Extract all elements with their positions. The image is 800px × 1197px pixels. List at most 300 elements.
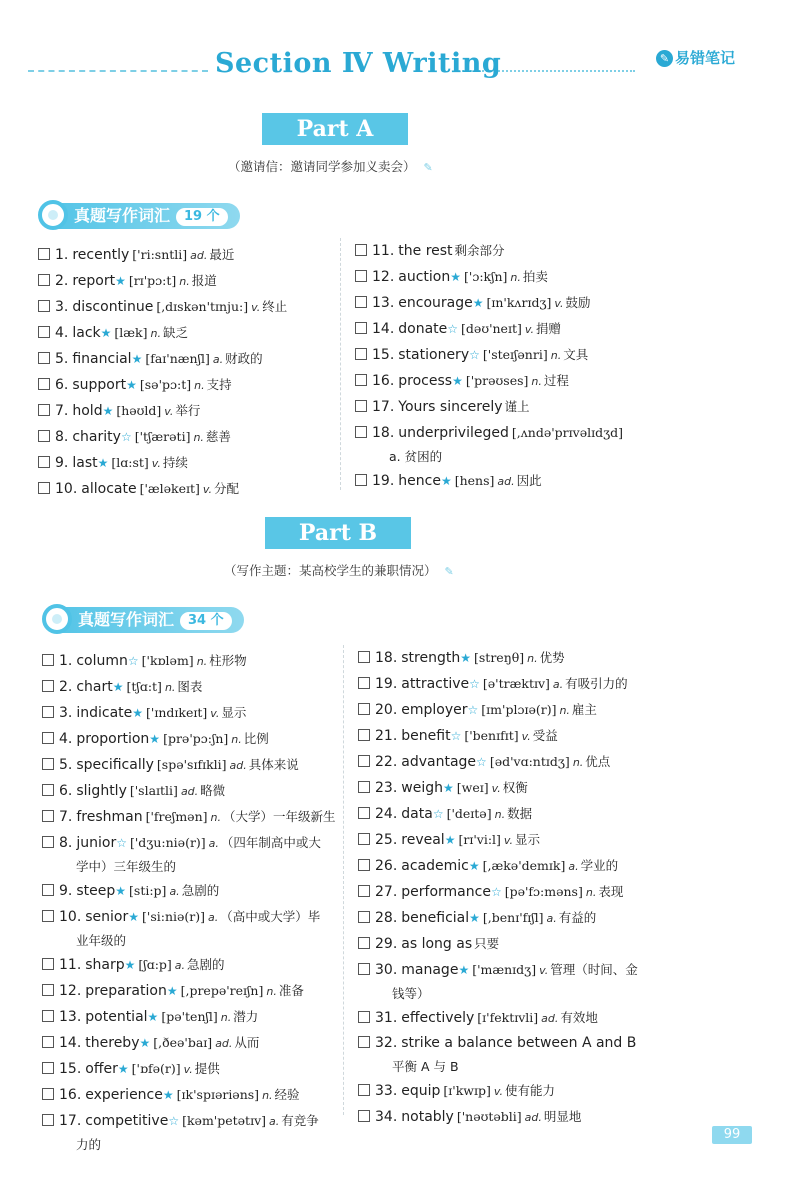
- checkbox[interactable]: [42, 784, 54, 796]
- checkbox[interactable]: [38, 378, 50, 390]
- vocab-item: [38, 476, 338, 502]
- vocab-word: column: [76, 653, 128, 669]
- vocab-number: 1.: [55, 247, 69, 263]
- vocab-item: [42, 830, 342, 878]
- checkbox[interactable]: [355, 296, 367, 308]
- part-b-subtitle: [224, 561, 454, 579]
- vocab-part-of-speech: n.: [531, 375, 542, 388]
- vocab-part-of-speech: ad.: [229, 759, 247, 772]
- vocab-item: [355, 316, 775, 342]
- vocab-meaning: 有吸引力的: [565, 676, 628, 691]
- checkbox[interactable]: [355, 374, 367, 386]
- vocab-meaning: 雇主: [571, 702, 597, 717]
- vocab-meaning: 有效地: [560, 1010, 598, 1025]
- vocab-pronunciation: [weɪ]: [456, 780, 489, 795]
- vocab-meaning: 具体来说: [248, 757, 299, 772]
- vocab-part-of-speech: v.: [521, 730, 531, 743]
- vocab-part-of-speech: n.: [527, 652, 538, 665]
- vocab-part-of-speech: n.: [194, 379, 205, 392]
- checkbox[interactable]: [38, 456, 50, 468]
- part-a-left-column: [38, 242, 338, 502]
- vocab-item: [38, 450, 338, 476]
- vocab-word: lack: [72, 325, 101, 341]
- vocab-number: 22.: [375, 754, 398, 770]
- vocab-number: 2.: [55, 273, 69, 289]
- checkbox[interactable]: [42, 706, 54, 718]
- checkbox[interactable]: [42, 1010, 54, 1022]
- vocab-meaning: 数据: [507, 806, 533, 821]
- vocab-pronunciation: ['kɒləm]: [141, 653, 194, 668]
- vocab-meaning: 比例: [243, 731, 269, 746]
- star-icon: ☆: [469, 677, 480, 691]
- checkbox[interactable]: [38, 300, 50, 312]
- part-b-subtitle-text: （写作主题：某高校学生的兼职情况）: [224, 563, 437, 578]
- vocab-number: 5.: [59, 757, 73, 773]
- checkbox[interactable]: [38, 430, 50, 442]
- checkbox[interactable]: [358, 911, 370, 923]
- vocab-part-of-speech: ad.: [541, 1012, 559, 1025]
- vocab-item: [358, 801, 778, 827]
- vocab-pronunciation: ['tʃærəti]: [134, 429, 191, 444]
- vocab-number: 14.: [372, 321, 395, 337]
- vocab-meaning: 只要: [474, 936, 500, 951]
- checkbox[interactable]: [42, 758, 54, 770]
- vocab-pronunciation: ['dʒu:niə(r)]: [129, 835, 206, 850]
- vocab-item: [358, 1031, 778, 1078]
- star-icon: ☆: [447, 322, 459, 336]
- vocab-word: equip: [401, 1083, 441, 1099]
- part-a-title: Part A: [262, 113, 408, 145]
- vocab-item: [355, 394, 775, 420]
- vocab-word: effectively: [401, 1010, 475, 1026]
- vocab-word: underprivileged: [398, 425, 509, 441]
- vocab-word: data: [401, 806, 433, 822]
- checkbox[interactable]: [355, 322, 367, 334]
- vocab-part-of-speech: n.: [585, 886, 597, 899]
- vocab-word: encourage: [398, 295, 473, 311]
- vocab-item: [358, 1005, 778, 1031]
- vocab-word: attractive: [401, 676, 470, 692]
- vocab-pronunciation: [,ðeə'baɪ]: [153, 1035, 213, 1050]
- vocab-pronunciation: [ʃɑ:p]: [138, 957, 172, 972]
- checkbox[interactable]: [358, 651, 370, 663]
- vocab-pronunciation: [ɪm'plɔɪə(r)]: [481, 702, 557, 717]
- vocab-meaning: 优点: [585, 754, 611, 769]
- checkbox[interactable]: [38, 482, 50, 494]
- vocab-part-of-speech: v.: [251, 301, 261, 314]
- vocab-meaning: 举行: [175, 403, 201, 418]
- vocab-number: 7.: [59, 809, 73, 825]
- star-icon: ★: [472, 296, 484, 310]
- vocab-meaning: （大学）一年级新生: [222, 809, 336, 824]
- vocab-word: strike a balance between A and B: [401, 1035, 637, 1051]
- vocab-pronunciation: [,ʌndə'prɪvəlɪdʒd]: [511, 425, 624, 440]
- star-icon: ☆: [490, 885, 502, 899]
- vocab-pronunciation: [dəʊ'neɪt]: [461, 321, 522, 336]
- vocab-word: report: [72, 273, 116, 289]
- vocab-item: [358, 723, 778, 749]
- checkbox[interactable]: [42, 884, 54, 896]
- vocab-item: [42, 752, 342, 778]
- checkbox[interactable]: [358, 963, 370, 975]
- vocab-meaning: 权衡: [502, 780, 528, 795]
- vocab-number: 25.: [375, 832, 398, 848]
- vocab-number: 12.: [372, 269, 395, 285]
- star-icon: ★: [162, 1088, 174, 1102]
- vocab-word: discontinue: [72, 299, 154, 315]
- checkbox[interactable]: [355, 270, 367, 282]
- vocab-meaning: 显示: [515, 832, 541, 847]
- vocab-word: advantage: [401, 754, 477, 770]
- star-icon: ☆: [476, 755, 487, 769]
- part-b-title: Part B: [265, 517, 411, 549]
- vocab-part-of-speech: a.: [568, 860, 579, 873]
- vocab-item: [38, 398, 338, 424]
- vocab-part-of-speech: v.: [493, 1085, 503, 1098]
- vocab-item: [42, 700, 342, 726]
- vocab-item: [42, 804, 342, 830]
- vocab-part-of-speech: ad.: [497, 475, 515, 488]
- vocab-meaning: 明显地: [543, 1109, 582, 1124]
- vocab-pronunciation: ['slaɪtli]: [129, 783, 178, 798]
- vocab-item: [355, 468, 775, 494]
- vocab-item: [358, 827, 778, 853]
- checkbox[interactable]: [38, 404, 50, 416]
- vocab-number: 13.: [59, 1009, 82, 1025]
- checkbox[interactable]: [358, 807, 370, 819]
- vocab-pronunciation: [læk]: [114, 325, 148, 340]
- star-icon: ★: [102, 404, 114, 418]
- vocab-word: steep: [76, 883, 116, 899]
- vocab-item: [42, 904, 342, 952]
- vocab-number: 28.: [375, 910, 398, 926]
- vocab-item: [42, 1108, 342, 1156]
- vocab-meaning-continued: 业年级的: [76, 933, 127, 948]
- vocab-pronunciation: [ə'træktɪv]: [482, 676, 550, 691]
- vocab-pronunciation: [ɪk'spɪəriəns]: [176, 1087, 260, 1102]
- vocab-word: the rest: [398, 243, 453, 259]
- vocab-word: junior: [76, 835, 117, 851]
- checkbox[interactable]: [358, 859, 370, 871]
- vocab-word: charity: [72, 429, 121, 445]
- star-icon: ★: [126, 378, 137, 392]
- star-icon: ★: [97, 456, 109, 470]
- vocab-meaning-continued: 平衡 A 与 B: [392, 1059, 459, 1074]
- vocab-part-of-speech: a.: [208, 837, 219, 850]
- vocab-meaning: 有竞争: [281, 1113, 319, 1128]
- vocab-item: [38, 372, 338, 398]
- vocab-item: [358, 697, 778, 723]
- vocab-meaning: 优势: [539, 650, 565, 665]
- vocab-number: 18.: [375, 650, 398, 666]
- vocab-item: [355, 290, 775, 316]
- vocab-meaning: 图表: [177, 679, 203, 694]
- vocab-part-of-speech: ad.: [190, 249, 208, 262]
- vocab-item: [358, 749, 778, 775]
- vocab-pronunciation: ['freʃmən]: [145, 809, 208, 824]
- checkbox[interactable]: [42, 1062, 54, 1074]
- vocab-number: 6.: [55, 377, 69, 393]
- vocab-pronunciation: ['ɔ:kʃn]: [464, 269, 508, 284]
- vocab-part-of-speech: v.: [539, 964, 549, 977]
- vocab-meaning: 急剧的: [181, 883, 220, 898]
- vocab-item: [355, 342, 775, 368]
- checkbox[interactable]: [42, 1088, 54, 1100]
- vocab-word: experience: [85, 1087, 163, 1103]
- vocab-number: 11.: [59, 957, 82, 973]
- checkbox[interactable]: [42, 732, 54, 744]
- vocab-item: [42, 1004, 342, 1030]
- star-icon: ★: [450, 270, 461, 284]
- vocab-item: [42, 952, 342, 978]
- checkbox[interactable]: [355, 348, 367, 360]
- vocab-part-of-speech: n.: [179, 275, 190, 288]
- vocab-number: 10.: [59, 909, 82, 925]
- star-icon: ★: [128, 910, 140, 924]
- checkbox[interactable]: [38, 248, 50, 260]
- vocab-number: 27.: [375, 884, 398, 900]
- checkbox[interactable]: [42, 654, 54, 666]
- vocab-number: 19.: [375, 676, 398, 692]
- vocab-part-of-speech: ad.: [524, 1111, 542, 1124]
- vocab-part-of-speech: n.: [559, 704, 570, 717]
- checkbox[interactable]: [42, 984, 54, 996]
- vocab-part-of-speech: n.: [550, 349, 562, 362]
- vocab-meaning: 柱形物: [209, 653, 247, 668]
- vocab-word: financial: [72, 351, 132, 367]
- checkbox[interactable]: [42, 836, 54, 848]
- checkbox[interactable]: [355, 426, 367, 438]
- checkbox[interactable]: [38, 326, 50, 338]
- vocab-part-of-speech: n.: [193, 431, 204, 444]
- vocab-part-of-speech: v.: [554, 297, 564, 310]
- checkbox[interactable]: [358, 677, 370, 689]
- vocab-meaning: 分配: [214, 481, 240, 496]
- checkbox[interactable]: [38, 274, 50, 286]
- vocab-item: [38, 294, 338, 320]
- checkbox[interactable]: [358, 703, 370, 715]
- vocab-word: potential: [85, 1009, 148, 1025]
- vocab-item: [358, 905, 778, 931]
- vocab-pronunciation: [sti:p]: [129, 883, 167, 898]
- vocab-pronunciation: [,dɪskən'tɪnju:]: [156, 299, 249, 314]
- vocab-number: 3.: [55, 299, 69, 315]
- vocab-word: benefit: [401, 728, 451, 744]
- magnifier-icon: [38, 200, 68, 230]
- vocab-word: senior: [85, 909, 129, 925]
- vocab-item: [42, 878, 342, 904]
- vocab-item: [358, 853, 778, 879]
- vocab-pronunciation: [,prepə'reɪʃn]: [180, 983, 264, 998]
- star-icon: ★: [166, 984, 178, 998]
- vocab-item: [42, 648, 342, 674]
- vocab-pronunciation: [lɑ:st]: [111, 455, 149, 470]
- vocab-part-of-speech: ad.: [215, 1037, 233, 1050]
- vocab-number: 24.: [375, 806, 398, 822]
- checkbox[interactable]: [358, 729, 370, 741]
- vocab-part-of-speech: a.: [269, 1115, 280, 1128]
- vocab-number: 4.: [59, 731, 73, 747]
- vocab-word: support: [72, 377, 127, 393]
- vocab-pronunciation: [rɪ'vi:l]: [458, 832, 501, 847]
- checkbox[interactable]: [355, 474, 367, 486]
- vocab-word: academic: [401, 858, 469, 874]
- checkbox[interactable]: [355, 244, 367, 256]
- vocab-number: 29.: [375, 936, 398, 952]
- pencil-icon: ✎: [656, 50, 673, 67]
- vocab-number: 31.: [375, 1010, 398, 1026]
- star-icon: ★: [124, 958, 136, 972]
- checkbox[interactable]: [42, 910, 54, 922]
- error-notes-label: 易错笔记: [675, 49, 736, 67]
- vocab-number: 21.: [375, 728, 398, 744]
- vocab-item: [358, 645, 778, 671]
- vocab-meaning: 准备: [278, 983, 304, 998]
- vocab-meaning: 急剧的: [187, 957, 225, 972]
- vocab-number: 17.: [372, 399, 395, 415]
- vocab-meaning-continued: a. 贫困的: [389, 449, 443, 464]
- header-dashed-line-left: [28, 70, 208, 72]
- star-icon: ★: [147, 1010, 159, 1024]
- vocab-word: preparation: [85, 983, 167, 999]
- vocab-word: freshman: [76, 809, 143, 825]
- vocab-meaning: 剩余部分: [454, 243, 505, 258]
- vocab-pronunciation: ['prəʊses]: [465, 373, 529, 388]
- vocab-number: 9.: [59, 883, 73, 899]
- vocab-part-of-speech: v.: [183, 1063, 193, 1076]
- vocab-meaning: 因此: [516, 473, 542, 488]
- vocab-pronunciation: [ɪn'kʌrɪdʒ]: [486, 295, 552, 310]
- vocab-meaning-continued: 钱等）: [392, 986, 430, 1001]
- checkbox[interactable]: [358, 937, 370, 949]
- vocab-meaning: 使有能力: [505, 1083, 556, 1098]
- vocab-word: Yours sincerely: [398, 399, 503, 415]
- star-icon: ★: [452, 374, 463, 388]
- star-icon: ★: [458, 963, 470, 977]
- vocab-number: 18.: [372, 425, 395, 441]
- vocab-item: [42, 1030, 342, 1056]
- checkbox[interactable]: [358, 781, 370, 793]
- checkbox[interactable]: [42, 680, 54, 692]
- checkbox[interactable]: [358, 1084, 370, 1096]
- vocab-part-of-speech: a.: [208, 911, 219, 924]
- vocab-number: 23.: [375, 780, 398, 796]
- vocab-part-of-speech: v.: [151, 457, 161, 470]
- checkbox[interactable]: [38, 352, 50, 364]
- checkbox[interactable]: [358, 885, 370, 897]
- checkbox[interactable]: [358, 1110, 370, 1122]
- vocab-item: [358, 671, 778, 697]
- vocab-word: hence: [398, 473, 441, 489]
- vocab-meaning: 谨上: [504, 399, 530, 414]
- vocab-pronunciation: [streŋθ]: [474, 650, 525, 665]
- vocab-part-of-speech: n.: [210, 811, 221, 824]
- vocab-number: 20.: [375, 702, 398, 718]
- star-icon: ★: [139, 1036, 151, 1050]
- checkbox[interactable]: [358, 833, 370, 845]
- vocab-meaning: 提供: [194, 1061, 220, 1076]
- vocab-word: reveal: [401, 832, 445, 848]
- vocab-pronunciation: ['æləkeɪt]: [139, 481, 200, 496]
- star-icon: ☆: [127, 654, 139, 668]
- star-icon: ★: [149, 732, 161, 746]
- vocab-meaning: 拍卖: [522, 269, 548, 284]
- checkbox[interactable]: [42, 1114, 54, 1126]
- part-b-right-column: [343, 645, 778, 1125]
- vocab-number: 15.: [59, 1061, 82, 1077]
- vocab-number: 7.: [55, 403, 69, 419]
- vocab-item: [42, 726, 342, 752]
- star-icon: ★: [117, 1062, 129, 1076]
- vocab-item: [358, 879, 778, 905]
- vocab-item: [358, 931, 778, 957]
- part-b-vocab-tag: [44, 607, 244, 633]
- vocab-word: sharp: [85, 957, 125, 973]
- section-title: Section Ⅳ Writing: [215, 48, 502, 79]
- vocab-meaning: 略微: [200, 783, 226, 798]
- pencil-mark-icon: ✎: [423, 161, 433, 174]
- part-b-vocab-count: 34 个: [180, 612, 232, 630]
- vocab-meaning: 经验: [274, 1087, 300, 1102]
- vocab-word: hold: [72, 403, 103, 419]
- star-icon: ☆: [469, 348, 480, 362]
- vocab-number: 8.: [55, 429, 69, 445]
- checkbox[interactable]: [358, 1036, 370, 1048]
- vocab-part-of-speech: a.: [169, 885, 180, 898]
- star-icon: ★: [440, 474, 452, 488]
- vocab-meaning: 慈善: [205, 429, 231, 444]
- star-icon: ★: [115, 274, 126, 288]
- checkbox[interactable]: [42, 810, 54, 822]
- vocab-word: as long as: [401, 936, 473, 952]
- vocab-part-of-speech: a.: [212, 353, 224, 366]
- checkbox[interactable]: [355, 400, 367, 412]
- vocab-word: slightly: [76, 783, 127, 799]
- vocab-meaning: 支持: [206, 377, 232, 392]
- part-b-vocab-label: 真题写作词汇: [78, 610, 175, 629]
- star-icon: ☆: [168, 1114, 180, 1128]
- vocab-part-of-speech: a.: [174, 959, 186, 972]
- checkbox[interactable]: [42, 1036, 54, 1048]
- vocab-word: notably: [401, 1109, 454, 1125]
- vocab-pronunciation: [sə'pɔ:t]: [139, 377, 192, 392]
- vocab-pronunciation: [tʃɑ:t]: [126, 679, 162, 694]
- checkbox[interactable]: [358, 755, 370, 767]
- star-icon: ★: [460, 651, 471, 665]
- vocab-meaning: 文具: [563, 347, 589, 362]
- vocab-word: last: [72, 455, 98, 471]
- checkbox[interactable]: [42, 958, 54, 970]
- vocab-pronunciation: [,ækə'demɪk]: [482, 858, 566, 873]
- vocab-number: 32.: [375, 1035, 398, 1051]
- vocab-item: [38, 346, 338, 372]
- vocab-item: [358, 957, 778, 1005]
- vocab-item: [358, 1078, 778, 1104]
- vocab-part-of-speech: ad.: [180, 785, 199, 798]
- part-a-vocab-tag: [40, 203, 240, 229]
- vocab-pronunciation: ['si:niə(r)]: [142, 909, 206, 924]
- vocab-item: [42, 778, 342, 804]
- vocab-item: [355, 238, 775, 264]
- vocab-pronunciation: [ɪ'kwɪp]: [443, 1083, 491, 1098]
- star-icon: ★: [131, 352, 143, 366]
- vocab-pronunciation: [kəm'petətɪv]: [182, 1113, 267, 1128]
- vocab-number: 2.: [59, 679, 73, 695]
- vocab-word: manage: [401, 962, 459, 978]
- checkbox[interactable]: [358, 1011, 370, 1023]
- vocab-item: [38, 424, 338, 450]
- vocab-pronunciation: [ɪ'fektɪvli]: [477, 1010, 539, 1025]
